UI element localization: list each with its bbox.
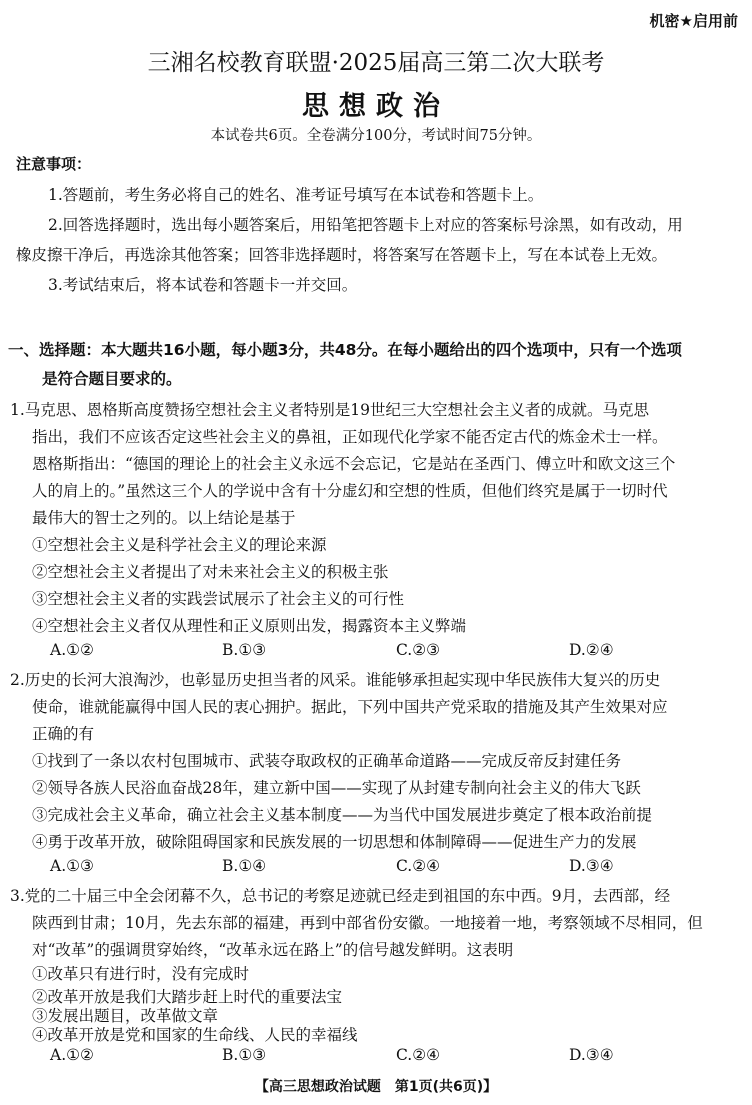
answer-choice-d: D.③④ xyxy=(569,857,614,875)
answer-choice-b: B.①④ xyxy=(222,857,267,875)
exam-title: 三湘名校教育联盟·2025届高三第二次大联考 xyxy=(147,50,605,76)
answer-choice-b: B.①③ xyxy=(222,1046,267,1064)
section-heading-cont: 是符合题目要求的。 xyxy=(42,370,182,388)
notice-title: 注意事项： xyxy=(16,155,92,173)
answer-choice-a: A.①③ xyxy=(50,857,94,875)
question-stem-line: 对“改革”的强调贯穿始终，“改革永远在路上”的信号越发鲜明。这表明 xyxy=(32,941,514,959)
statement-option: ①找到了一条以农村包围城市、武装夺取政权的正确革命道路——完成反帝反封建任务 xyxy=(32,752,622,770)
statement-option: ③完成社会主义革命，确立社会主义基本制度——为当代中国发展进步奠定了根本政治前提 xyxy=(32,806,653,824)
statement-option: ③发展出题目，改革做文章 xyxy=(32,1007,219,1025)
statement-option: ④改革开放是党和国家的生命线、人民的幸福线 xyxy=(32,1026,358,1044)
statement-option: ①空想社会主义是科学社会主义的理论来源 xyxy=(32,536,327,554)
page-footer: 【高三思想政治试题 第1页(共6页)】 xyxy=(254,1079,498,1095)
question-stem-line: 使命，谁就能赢得中国人民的衷心拥护。据此，下列中国共产党采取的措施及其产生效果对应 xyxy=(32,698,668,716)
answer-choice-a: A.①② xyxy=(50,1046,94,1064)
statement-option: ④勇于改革开放，破除阻碍国家和民族发展的一切思想和体制障碍——促进生产力的发展 xyxy=(32,833,637,851)
statement-option: ②改革开放是我们大踏步赶上时代的重要法宝 xyxy=(32,988,343,1006)
subject-title: 思想政治 xyxy=(302,91,450,122)
answer-choice-a: A.①② xyxy=(50,641,94,659)
question-stem-line: 恩格斯指出：“德国的理论上的社会主义永远不会忘记，它是站在圣西门、傅立叶和欧文这三个 xyxy=(32,455,676,473)
question-stem-line: 2.历史的长河大浪淘沙，也彰显历史担当者的风采。谁能够承担起实现中华民族伟大复兴的历史 xyxy=(10,671,661,689)
question-stem-line: 人的肩上的。”虽然这三个人的学说中含有十分虚幻和空想的性质，但他们终究是属于一切时代 xyxy=(32,482,668,500)
question-stem-line: 1.马克思、恩格斯高度赞扬空想社会主义者特别是19世纪三大空想社会主义者的成就。马克思 xyxy=(10,401,650,419)
statement-option: ①改革只有进行时，没有完成时 xyxy=(32,965,250,983)
section-heading: 一、选择题：本大题共16小题，每小题3分，共48分。在每小题给出的四个选项中，只有一个选项 xyxy=(8,341,682,359)
answer-choice-d: D.③④ xyxy=(569,1046,614,1064)
statement-option: ③空想社会主义者的实践尝试展示了社会主义的可行性 xyxy=(32,590,405,608)
question-stem-line: 陕西到甘肃；10月，先去东部的福建，再到中部省份安徽。一地接着一地，考察领域不尽相同，但 xyxy=(32,914,703,932)
question-stem-line: 指出，我们不应该否定这些社会主义的鼻祖，正如现代化学家不能否定古代的炼金术士一样。 xyxy=(32,428,668,446)
answer-choice-b: B.①③ xyxy=(222,641,267,659)
question-stem-line: 最伟大的智士之列的。以上结论是基于 xyxy=(32,509,296,527)
notice-item: 1.答题前，考生务必将自己的姓名、准考证号填写在本试卷和答题卡上。 xyxy=(48,186,544,204)
answer-choice-c: C.②④ xyxy=(396,1046,441,1064)
exam-info: 本试卷共6页。全卷满分100分，考试时间75分钟。 xyxy=(210,128,542,144)
notice-item: 3.考试结束后，将本试卷和答题卡一并交回。 xyxy=(48,276,358,294)
answer-choice-d: D.②④ xyxy=(569,641,614,659)
question-stem-line: 3.党的二十届三中全会闭幕不久，总书记的考察足迹就已经走到祖国的东中西。9月，去西部，经 xyxy=(10,887,671,905)
statement-option: ②空想社会主义者提出了对未来社会主义的积极主张 xyxy=(32,563,389,581)
answer-choice-c: C.②④ xyxy=(396,857,441,875)
statement-option: ④空想社会主义者仅从理性和正义原则出发，揭露资本主义弊端 xyxy=(32,617,467,635)
notice-item: 2.回答选择题时，选出每小题答案后，用铅笔把答题卡上对应的答案标号涂黑，如有改动，用 xyxy=(48,216,683,234)
question-stem-line: 正确的有 xyxy=(32,725,95,743)
confidential-mark: 机密★启用前 xyxy=(649,12,738,30)
statement-option: ②领导各族人民浴血奋战28年，建立新中国——实现了从封建专制向社会主义的伟大飞跃 xyxy=(32,779,641,797)
notice-item: 橡皮擦干净后，再选涂其他答案；回答非选择题时，将答案写在答题卡上，写在本试卷上无效。 xyxy=(16,246,668,264)
answer-choice-c: C.②③ xyxy=(396,641,441,659)
